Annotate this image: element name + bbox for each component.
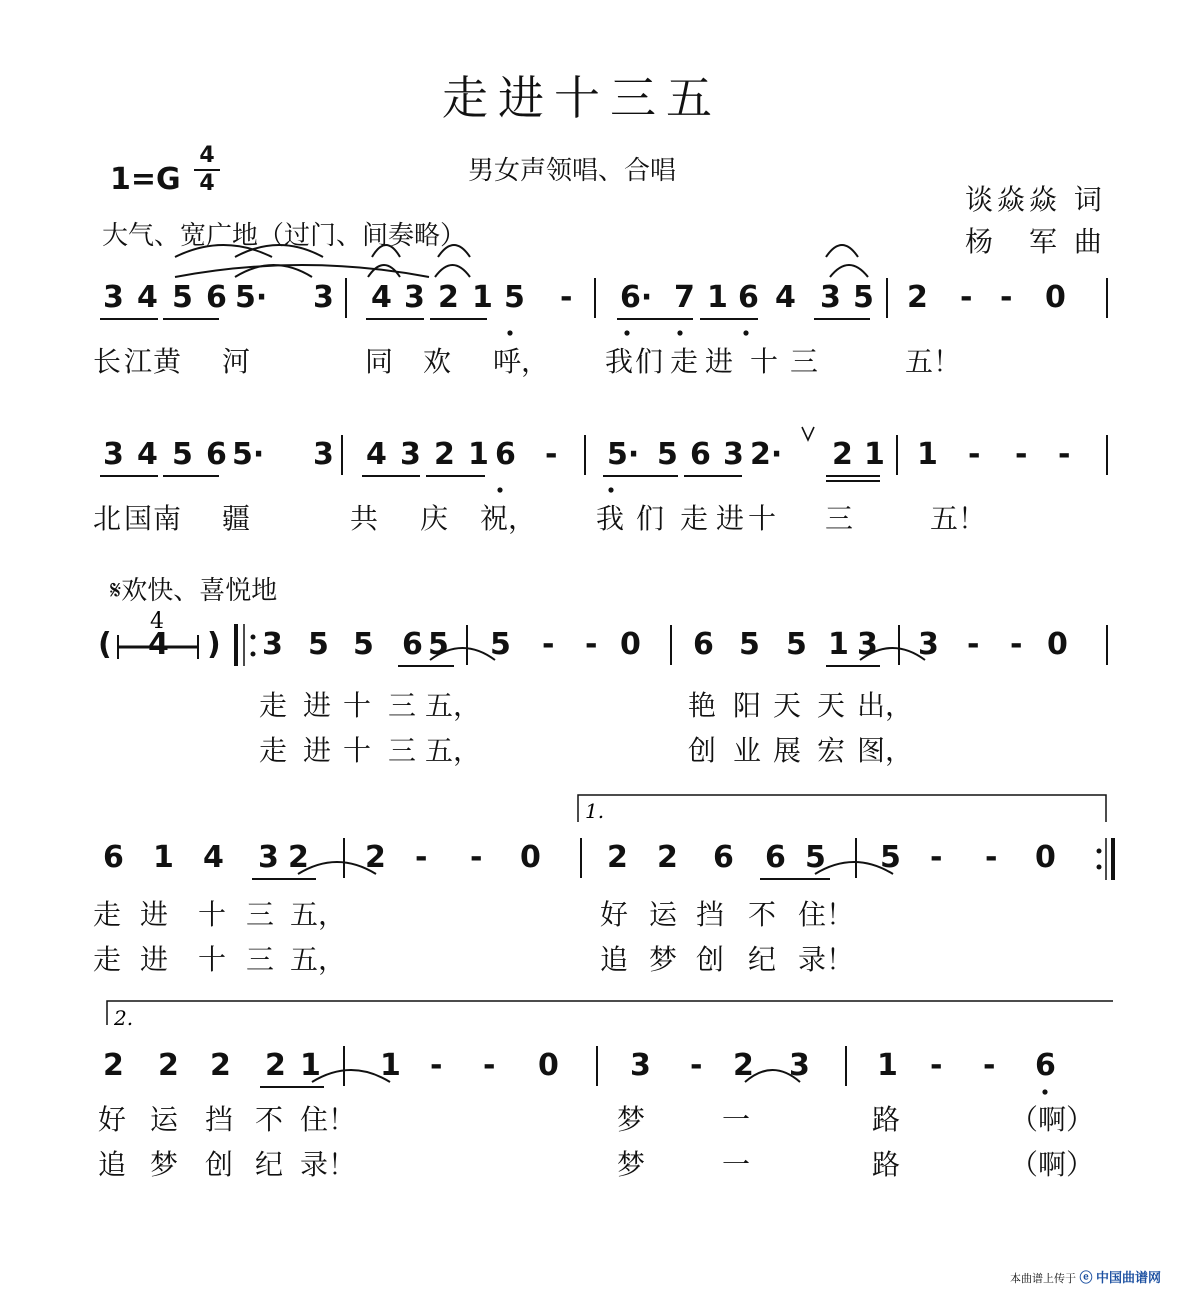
lyric-4-1-5: 五， xyxy=(290,898,347,931)
lyric-3-1-9: 天 xyxy=(817,689,846,722)
note-1-10: 1 xyxy=(472,280,493,315)
lyric-5-2-5: 录！ xyxy=(300,1148,357,1181)
note-4-3: 4 xyxy=(203,840,224,875)
lyric-3-1-8: 天 xyxy=(773,689,802,722)
lyric-3-2-8: 展 xyxy=(773,734,802,767)
note-1-16: 6 xyxy=(738,280,759,315)
note-1-11: 5 xyxy=(504,280,525,315)
volta-1-bracket xyxy=(578,795,1106,822)
barline-5-2 xyxy=(596,1046,598,1086)
note-1-6: 3 xyxy=(313,280,334,315)
slur-6 xyxy=(175,265,429,277)
beam-5-1 xyxy=(260,1086,324,1088)
note-3-5: 5 xyxy=(308,627,329,662)
barline-1-3 xyxy=(886,278,888,318)
lyric-5-1-2: 运 xyxy=(150,1103,179,1136)
note-3-10: - xyxy=(542,627,555,662)
slur-7 xyxy=(235,265,312,277)
lyric-1-1-1: 长 xyxy=(93,345,122,378)
lyric-2-1-9: 们 xyxy=(636,502,665,535)
note-5-9: 0 xyxy=(538,1048,559,1083)
note-4-8: - xyxy=(470,840,483,875)
footer-upload-text: 本曲谱上传于 xyxy=(1010,1272,1076,1285)
time-signature xyxy=(194,145,220,195)
lyric-3-1-6: 艳 xyxy=(688,689,717,722)
lyric-5-1-3: 挡 xyxy=(205,1103,234,1136)
note-2-10: 1 xyxy=(468,437,489,472)
breath-mark xyxy=(802,427,814,440)
note-4-16: - xyxy=(930,840,943,875)
lyric-5-1-6: 梦 xyxy=(617,1103,646,1136)
lyric-3-2-10: 图， xyxy=(857,734,914,767)
note-1-19: 5 xyxy=(853,280,874,315)
slur-8 xyxy=(368,265,400,277)
note-1-8: 3 xyxy=(404,280,425,315)
note-3-17: 3 xyxy=(857,627,878,662)
lyric-5-2-8: 路 xyxy=(872,1148,901,1181)
lyric-2-1-8: 我 xyxy=(596,502,625,535)
lyric-3-2-7: 业 xyxy=(733,734,762,767)
note-2-21: - xyxy=(968,437,981,472)
note-2-4: 6 xyxy=(206,437,227,472)
lyric-4-1-1: 走 xyxy=(93,898,122,931)
lyric-5-1-4: 不 xyxy=(255,1103,284,1136)
barline-5-1 xyxy=(343,1046,345,1086)
lyric-3-2-3: 十 xyxy=(343,734,372,767)
note-3-9: 5 xyxy=(490,627,511,662)
beam-2-2 xyxy=(163,475,219,477)
note-3-11: - xyxy=(585,627,598,662)
note-5-5: 1 xyxy=(300,1048,321,1083)
lyric-3-2-2: 进 xyxy=(303,734,332,767)
note-2-2: 4 xyxy=(137,437,158,472)
lyric-2-1-11: 进 xyxy=(716,502,745,535)
note-1-17: 4 xyxy=(775,280,796,315)
lyric-5-2-3: 创 xyxy=(205,1148,234,1181)
performance-note: 男女声领唱、合唱 xyxy=(468,156,677,186)
note-5-16: - xyxy=(983,1048,996,1083)
lyric-5-2-9: （啊） xyxy=(1010,1148,1095,1181)
note-3-19: - xyxy=(967,627,980,662)
octave-dot-1 xyxy=(624,330,629,335)
rest-bar-count: 4 xyxy=(150,609,164,634)
lyric-4-1-9: 不 xyxy=(748,898,777,931)
note-4-4: 3 xyxy=(258,840,279,875)
note-3-7: 6 xyxy=(402,627,423,662)
note-4-10: 2 xyxy=(607,840,628,875)
lyric-2-1-5: 共 xyxy=(350,502,379,535)
lyric-4-2-9: 纪 xyxy=(748,943,777,976)
beam-4-1 xyxy=(252,878,316,880)
lyric-2-1-6: 庆 xyxy=(420,502,449,535)
note-5-13: 3 xyxy=(789,1048,810,1083)
lyric-5-2-4: 纪 xyxy=(255,1148,284,1181)
octave-dot-7 xyxy=(1042,1089,1047,1094)
barline-2-2 xyxy=(584,435,586,475)
note-5-3: 2 xyxy=(210,1048,231,1083)
volta-2-bracket xyxy=(107,1001,1113,1025)
barline-5-3 xyxy=(845,1046,847,1086)
lyric-3-1-3: 十 xyxy=(343,689,372,722)
note-2-13: 5· xyxy=(607,437,640,472)
note-1-18: 3 xyxy=(820,280,841,315)
lyric-2-1-13: 三 xyxy=(825,502,854,535)
lyric-1-1-5: 同 xyxy=(365,345,394,378)
lyric-1-1-10: 走 xyxy=(670,345,699,378)
lyric-4-1-8: 挡 xyxy=(696,898,725,931)
lyric-4-2-7: 梦 xyxy=(649,943,678,976)
lyric-3-2-1: 走 xyxy=(259,734,288,767)
note-2-18: 2 xyxy=(832,437,853,472)
lyric-3-1-7: 阳 xyxy=(733,689,762,722)
lyric-3-2-5: 五， xyxy=(425,734,482,767)
lyric-5-1-8: 路 xyxy=(872,1103,901,1136)
volta-1-label: 1. xyxy=(585,799,605,823)
note-2-12: - xyxy=(545,437,558,472)
volta-2-label: 2. xyxy=(114,1006,134,1030)
lyric-2-1-4: 疆 xyxy=(222,502,251,535)
lyric-4-2-3: 十 xyxy=(198,943,227,976)
note-4-1: 6 xyxy=(103,840,124,875)
lyric-5-2-2: 梦 xyxy=(150,1148,179,1181)
note-2-16: 3 xyxy=(723,437,744,472)
lyric-3-1-10: 出， xyxy=(857,689,914,722)
lyric-2-1-10: 走 xyxy=(680,502,709,535)
note-3-12: 0 xyxy=(620,627,641,662)
note-3-16: 1 xyxy=(828,627,849,662)
note-4-14: 5 xyxy=(805,840,826,875)
note-1-2: 4 xyxy=(137,280,158,315)
octave-dot-6 xyxy=(608,487,613,492)
lyric-1-1-6: 欢 xyxy=(423,345,452,378)
lyric-4-2-8: 创 xyxy=(696,943,725,976)
beam-2-4 xyxy=(426,475,485,477)
lyric-1-1-13: 三 xyxy=(790,345,819,378)
repeat-start-dot-bottom xyxy=(251,652,256,657)
barline-2-4 xyxy=(1106,435,1108,475)
lyric-1-1-11: 进 xyxy=(705,345,734,378)
note-5-12: 2 xyxy=(733,1048,754,1083)
beam-1-3 xyxy=(366,318,424,320)
barline-4-2 xyxy=(580,838,582,878)
beam-3-1 xyxy=(398,665,454,667)
note-3-13: 6 xyxy=(693,627,714,662)
lyric-4-2-2: 进 xyxy=(140,943,169,976)
lyric-2-1-12: 十 xyxy=(748,502,777,535)
beam-1-4 xyxy=(430,318,487,320)
lyric-3-2-4: 三 xyxy=(388,734,417,767)
time-signature-bottom: 4 xyxy=(199,171,215,196)
lyric-2-1-14: 五！ xyxy=(930,502,987,535)
barline-3-4 xyxy=(1106,625,1108,665)
beam-2-6 xyxy=(684,475,742,477)
note-1-13: 6· xyxy=(620,280,653,315)
note-4-11: 2 xyxy=(657,840,678,875)
lyric-1-1-7: 呼， xyxy=(493,345,550,378)
note-2-8: 3 xyxy=(400,437,421,472)
lyric-5-2-7: 一 xyxy=(722,1148,751,1181)
beam2-2-1 xyxy=(826,480,880,482)
barline-2-1 xyxy=(341,435,343,475)
lyric-3-1-4: 三 xyxy=(388,689,417,722)
note-3-3: ) xyxy=(207,627,221,662)
slur-9 xyxy=(435,265,470,277)
note-3-4: 3 xyxy=(262,627,283,662)
lyric-2-1-2: 国 xyxy=(124,502,153,535)
lyric-5-2-6: 梦 xyxy=(617,1148,646,1181)
note-1-7: 4 xyxy=(371,280,392,315)
note-2-3: 5 xyxy=(172,437,193,472)
lyric-4-1-7: 运 xyxy=(649,898,678,931)
note-3-15: 5 xyxy=(786,627,807,662)
barline-3-2 xyxy=(670,625,672,665)
octave-dot-3 xyxy=(743,330,748,335)
beam-1-7 xyxy=(814,318,870,320)
note-2-22: - xyxy=(1015,437,1028,472)
lyric-2-1-7: 祝， xyxy=(480,502,537,535)
section-tempo-text: 欢快、喜悦地 xyxy=(121,576,278,606)
beam-3-2 xyxy=(826,665,880,667)
note-2-7: 4 xyxy=(366,437,387,472)
note-5-8: - xyxy=(483,1048,496,1083)
lyric-5-1-9: （啊） xyxy=(1010,1103,1095,1136)
beam-1-5 xyxy=(617,318,693,320)
lyric-3-2-9: 宏 xyxy=(817,734,846,767)
beam-4-2 xyxy=(760,878,830,880)
lyric-4-1-4: 三 xyxy=(246,898,275,931)
note-2-5: 5· xyxy=(232,437,265,472)
note-1-15: 1 xyxy=(707,280,728,315)
note-1-23: 0 xyxy=(1045,280,1066,315)
note-4-9: 0 xyxy=(520,840,541,875)
lyric-3-1-2: 进 xyxy=(303,689,332,722)
note-3-20: - xyxy=(1010,627,1023,662)
barline-4-1 xyxy=(343,838,345,878)
lyric-4-1-3: 十 xyxy=(198,898,227,931)
note-5-2: 2 xyxy=(158,1048,179,1083)
barline-3-1 xyxy=(466,625,468,665)
beam-1-2 xyxy=(163,318,219,320)
note-4-17: - xyxy=(985,840,998,875)
tempo-marking: 大气、宽广地（过门、间奏略） xyxy=(102,221,467,251)
note-5-11: - xyxy=(690,1048,703,1083)
lyric-4-1-10: 住！ xyxy=(798,898,855,931)
note-4-5: 2 xyxy=(288,840,309,875)
barline-1-1 xyxy=(345,278,347,318)
key-signature: 1=G xyxy=(110,162,181,197)
time-signature-top: 4 xyxy=(199,143,215,168)
note-5-17: 6 xyxy=(1035,1048,1056,1083)
note-1-20: 2 xyxy=(907,280,928,315)
lyric-4-2-6: 追 xyxy=(600,943,629,976)
lyric-1-1-9: 们 xyxy=(635,345,664,378)
barline-4-3 xyxy=(855,838,857,878)
note-4-12: 6 xyxy=(713,840,734,875)
note-5-14: 1 xyxy=(877,1048,898,1083)
beam-1-6 xyxy=(700,318,758,320)
beam-2-5 xyxy=(603,475,678,477)
note-5-10: 3 xyxy=(630,1048,651,1083)
lyric-5-1-7: 一 xyxy=(722,1103,751,1136)
note-4-7: - xyxy=(415,840,428,875)
lyricist-credit: 谈焱焱 词 xyxy=(965,183,1106,216)
lyric-1-1-4: 河 xyxy=(222,345,251,378)
note-1-14: 7 xyxy=(674,280,695,315)
barline-1-2 xyxy=(594,278,596,318)
note-3-8: 5 xyxy=(428,627,449,662)
note-4-6: 2 xyxy=(365,840,386,875)
lyric-1-1-12: 十 xyxy=(750,345,779,378)
note-1-5: 5· xyxy=(235,280,268,315)
note-4-18: 0 xyxy=(1035,840,1056,875)
lyric-4-1-2: 进 xyxy=(140,898,169,931)
barline-2-3 xyxy=(896,435,898,475)
octave-dot-2 xyxy=(677,330,682,335)
lyric-3-2-6: 创 xyxy=(688,734,717,767)
lyric-3-1-1: 走 xyxy=(259,689,288,722)
lyric-4-2-10: 录！ xyxy=(798,943,855,976)
lyric-1-1-8: 我 xyxy=(605,345,634,378)
note-2-17: 2· xyxy=(750,437,783,472)
note-1-3: 5 xyxy=(172,280,193,315)
footer-site-name: 中国曲谱网 xyxy=(1096,1271,1162,1286)
beam-2-3 xyxy=(362,475,420,477)
repeat-start-dot-top xyxy=(251,635,256,640)
note-1-1: 3 xyxy=(103,280,124,315)
lyric-4-1-6: 好 xyxy=(600,898,629,931)
repeat-end-dot-bottom xyxy=(1097,865,1102,870)
note-2-19: 1 xyxy=(864,437,885,472)
note-5-15: - xyxy=(930,1048,943,1083)
note-3-18: 3 xyxy=(918,627,939,662)
note-1-12: - xyxy=(560,280,573,315)
beam-1-1 xyxy=(100,318,158,320)
note-2-9: 2 xyxy=(434,437,455,472)
footer-note xyxy=(1010,1267,1161,1286)
lyric-2-1-3: 南 xyxy=(153,502,182,535)
lyric-1-1-2: 江 xyxy=(124,345,153,378)
note-1-4: 6 xyxy=(206,280,227,315)
note-5-1: 2 xyxy=(103,1048,124,1083)
lyric-5-1-1: 好 xyxy=(98,1103,127,1136)
lyric-2-1-1: 北 xyxy=(93,502,122,535)
lyric-5-1-5: 住！ xyxy=(300,1103,357,1136)
note-3-6: 5 xyxy=(353,627,374,662)
lyric-4-2-4: 三 xyxy=(246,943,275,976)
note-2-1: 3 xyxy=(103,437,124,472)
note-2-15: 6 xyxy=(690,437,711,472)
note-2-11: 6 xyxy=(495,437,516,472)
octave-dot-5 xyxy=(497,487,502,492)
lyric-5-2-1: 追 xyxy=(98,1148,127,1181)
note-5-7: - xyxy=(430,1048,443,1083)
lyric-3-1-5: 五， xyxy=(425,689,482,722)
note-2-20: 1 xyxy=(917,437,938,472)
section-marking xyxy=(110,570,277,607)
note-3-14: 5 xyxy=(739,627,760,662)
lyric-4-2-1: 走 xyxy=(93,943,122,976)
note-3-21: 0 xyxy=(1047,627,1068,662)
note-5-6: 1 xyxy=(380,1048,401,1083)
note-5-4: 2 xyxy=(265,1048,286,1083)
note-4-13: 6 xyxy=(765,840,786,875)
note-2-23: - xyxy=(1058,437,1071,472)
segno-icon: 𝄋 xyxy=(110,576,122,606)
site-logo-icon: ⓔ xyxy=(1079,1271,1093,1286)
barline-3-3 xyxy=(898,625,900,665)
note-2-14: 5 xyxy=(657,437,678,472)
note-3-2: 4 xyxy=(148,627,169,662)
note-1-9: 2 xyxy=(438,280,459,315)
lyric-1-1-14: 五！ xyxy=(905,345,962,378)
note-1-21: - xyxy=(960,280,973,315)
slur-15 xyxy=(312,1070,390,1082)
note-4-15: 5 xyxy=(880,840,901,875)
beam-2-1 xyxy=(100,475,158,477)
composer-credit: 杨 军 曲 xyxy=(965,225,1106,258)
lyric-4-2-5: 五， xyxy=(290,943,347,976)
slur-5 xyxy=(826,245,858,257)
slur-10 xyxy=(830,265,868,277)
note-3-1: ( xyxy=(98,627,112,662)
note-2-6: 3 xyxy=(313,437,334,472)
lyric-1-1-3: 黄 xyxy=(153,345,182,378)
note-4-2: 1 xyxy=(153,840,174,875)
repeat-end-dot-top xyxy=(1097,849,1102,854)
song-title: 走进十三五 xyxy=(442,71,722,125)
barline-1-4 xyxy=(1106,278,1108,318)
beam-2-7 xyxy=(826,475,880,477)
octave-dot-4 xyxy=(507,330,512,335)
barline-4-4 xyxy=(1113,838,1115,878)
note-1-22: - xyxy=(1000,280,1013,315)
